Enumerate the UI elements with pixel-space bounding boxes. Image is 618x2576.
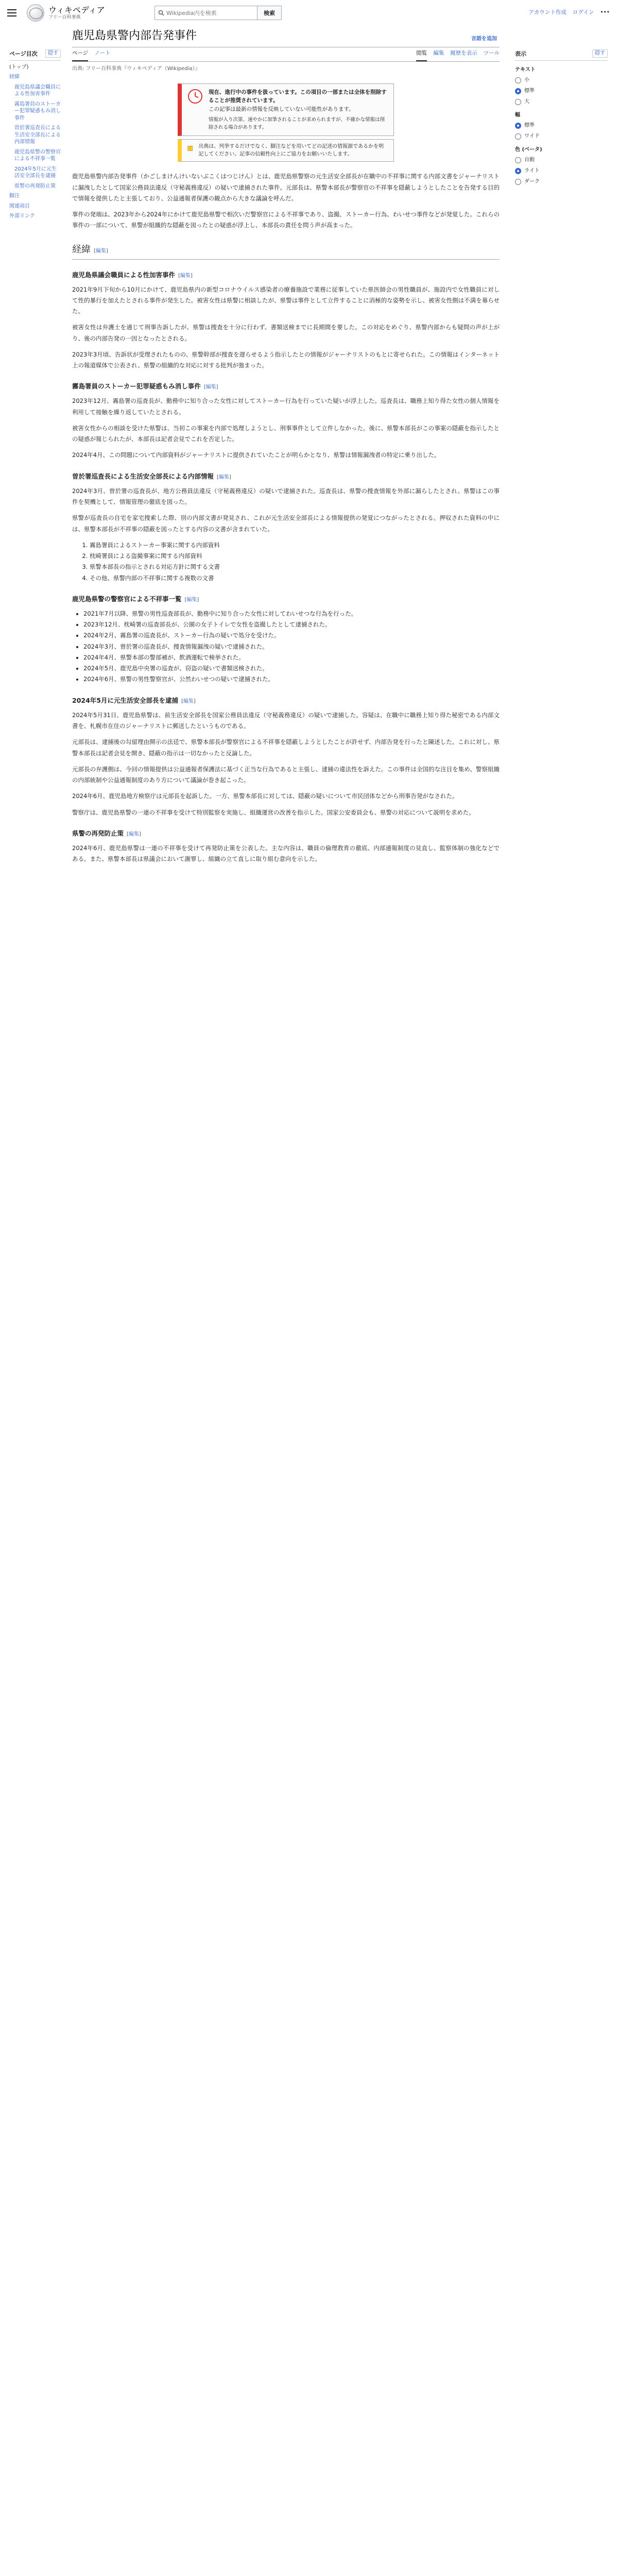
section-paragraph: 2024年6月、鹿児島地方検察庁は元部長を起訴した。一方、県警本部長に対しては、隠蔽の疑いについて市民団体などから刑事告発がなされた。 [72,792,458,800]
section-heading [72,243,500,260]
section-paragraph: 2024年3月、曽於署の巡査長が、地方公務員法違反（守秘義務違反）の疑いで逮捕された。巡査長は、県警の捜査情報を外部に漏らしたとされ、県警はこの事件を契機として、情報管理の徹底を図った。 [72,487,500,505]
section-title: 経緯 [72,244,91,255]
toc-item[interactable]: 経緯 [9,74,20,80]
section-heading [72,696,500,706]
section-heading [72,594,500,604]
list-item: • 2024年2月、霧島署の巡査長が、ストーカー行為の疑いで処分を受けた。 [83,630,500,641]
edit-label[interactable]: 編集 [218,474,229,480]
toc-item[interactable]: 霧島署員のストーカー犯罪疑惑もみ消し事件 [14,101,61,121]
list-item: • 2024年5月、鹿児島中央署の巡査が、窃盗の疑いで書類送検された。 [83,663,500,674]
width-label: 幅 [515,112,520,118]
width-option[interactable] [515,132,608,141]
section-paragraph: 元部長は、逮捕後の勾留理由開示の法廷で、県警本部長が警察官による不祥事を隠蔽しようとしたことが許せず、内部告発を行ったと陳述した。これに対し、県警本部長は記者会見を開き、隠蔽の指示は一切なかったと反論した。 [72,738,500,757]
page-title: 鹿児島県警内部告発事件 [72,29,197,42]
radio-label: 小 [524,77,529,83]
section-heading [72,471,500,482]
toc-item[interactable]: 鹿児島県警の警察官による不祥事一覧 [14,149,61,162]
color-option[interactable] [515,178,608,186]
toc-item[interactable]: 関連項目 [9,203,30,209]
toc-list [9,64,61,220]
section-edit-link[interactable]: [編集] [217,474,231,480]
list-item: • 2021年7月以降、県警の男性巡査部長が、勤務中に知り合った女性に対してわいせつな行為を行った。 [83,608,500,619]
section-paragraph: 県警が巡査長の自宅を家宅捜索した際、別の内部文書が発見され、これが元生活安全部長による情報提供の発覚につながったとされる。押収された資料の中には、県警本部長が不祥事の隠蔽を図ったとする内容の文書が含まれていた。 [72,514,500,533]
radio-label: 標準 [524,122,535,128]
section-edit-link[interactable]: [編集] [203,384,218,391]
section-edit-link[interactable]: [編集] [184,597,199,603]
radio-label: 自動 [524,157,535,163]
toc-item[interactable]: 脚注 [9,193,20,199]
radio-button[interactable] [515,157,521,163]
text-size-option[interactable] [515,76,608,84]
tab-edit[interactable]: 編集 [433,50,444,57]
section-title: 曽於署巡査長による生活安全部長による内部情報 [72,472,214,480]
text-size-option[interactable] [515,87,608,95]
radio-button[interactable] [515,133,521,140]
radio-button[interactable] [515,123,521,129]
section-paragraph: 2023年12月、霧島署の巡査長が、勤務中に知り合った女性に対してストーカー行為を行っていた疑いが浮上した。巡査長は、職務上知り得た女性の個人情報を利用して接触を繰り返していたとされる。 [72,397,500,416]
toc-item[interactable]: 県警の再発防止策 [14,183,56,189]
current-event-notice [178,83,394,136]
radio-label: 標準 [524,88,535,94]
width-option[interactable] [515,122,608,130]
radio-button[interactable] [515,179,521,185]
tab-tools[interactable]: ツール [483,50,500,57]
tab-page[interactable]: ページ [72,49,88,61]
list-item: 2. 枕崎署員による盗撮事案に関する内部資料 [90,551,500,562]
radio-label: 大 [524,98,529,105]
edit-label[interactable]: 編集 [95,248,106,254]
section-paragraph: 2023年3月頃、告訴状が受理されたものの、県警幹部が捜査を遅らせるよう指示したとの情報がジャーナリストのもとに寄せられた。この情報はインターネット上の報道媒体で公表され、県警の組織的な対応に対する批判が強まった。 [72,350,500,369]
page-tabs [72,47,500,62]
search-form [154,6,282,20]
toc-hide-button[interactable]: 隠す [45,49,61,58]
section-title: 鹿児島県警の警察官による不祥事一覧 [72,595,182,603]
edit-label[interactable]: 編集 [180,273,191,279]
section-paragraph: 被害女性は弁護士を通じて刑事告訴したが、県警は捜査を十分に行わず、書類送検までに長期間を要した。この対応をめぐり、県警内部からも疑問の声が上がり、後の内部告発の一因となったとされる。 [72,324,500,342]
radio-button[interactable] [515,99,521,105]
radio-label: ダーク [524,178,540,184]
site-logo[interactable] [27,4,105,22]
numbered-list [72,540,500,584]
citation-notice-text: 出典は、列挙するだけでなく、脚注などを用いてどの記述の情報源であるかを明記してください。記事の信頼性向上にご協力をお願いいたします。 [198,144,384,158]
notice-line1: 現在、進行中の事件を扱っています。この項目の一部または全体を削除することが推奨されています。 [209,89,387,104]
toc-item[interactable]: 2024年5月に元生活安全部長を逮捕 [14,166,57,179]
toc-sidebar [9,49,61,223]
toc-item[interactable]: (トップ) [9,64,29,70]
section-paragraph: 元部長の弁護側は、今回の情報提供は公益通報者保護法に基づく正当な行為であると主張し、逮捕の違法性を訴えた。この事件は全国的な注目を集め、警察組織の内部統制や公益通報制度のあり方について議論が巻き起こった。 [72,765,500,784]
search-box [154,6,258,20]
section-paragraph: 被害女性からの相談を受けた県警は、当初この事案を内部で処理しようとし、刑事事件として立件しなかった。後に、県警本部長がこの事案の隠蔽を指示したとの疑惑が報じられたが、本部長は記者会見でこれを否定した。 [72,424,500,443]
notice-small: 情報が入り次第、速やかに加筆されることが求められますが、不確かな情報は削除される場合があります。 [209,116,385,130]
radio-button[interactable] [515,88,521,94]
section-paragraph: 2021年9月下旬から10月にかけて、鹿児島県内の新型コロナウイルス感染者の療養施設で業務に従事していた県医師会の男性職員が、施設内で女性職員に対して性的暴行を加えたとされる事件が発生した。被害女性は県警に相談したが、県警は事件として立件することに消極的な姿勢を示し、被害女性側は不満を募らせた。 [72,285,500,315]
radio-button[interactable] [515,168,521,174]
create-account-link[interactable]: アカウント作成 [528,9,566,15]
page-source-note: 出典: フリー百科事典『ウィキペディア（Wikipedia）』 [72,66,200,72]
login-link[interactable]: ログイン [572,9,594,15]
intro-paragraph: 鹿児島県警内部告発事件（かごしまけんけいないぶこくはつじけん）とは、鹿児島県警察の元生活安全部長が在職中の不祥事に関する内部文書をジャーナリストに漏洩したとして国家公務員法違反（守秘義務違反）の疑いで逮捕された事件。元部長は、県警本部長が警察官の不祥事を隠蔽しようとしたことを告発する目的で情報を提供したと主張しており、公益通報者保護の観点から大きな議論を呼んだ。 [72,173,500,202]
toc-heading: ページ目次 [9,50,38,57]
edit-label[interactable]: 編集 [205,384,216,391]
list-item: • 2023年12月、枕崎署の巡査部長が、公園の女子トイレで女性を盗撮したとして逮捕された。 [83,619,500,630]
list-item: • 2024年3月、曽於署の巡査長が、捜査情報漏洩の疑いで逮捕された。 [83,641,500,652]
section-paragraph: 2024年5月31日、鹿児島県警は、前生活安全部長を国家公務員法違反（守秘義務違反）の疑いで逮捕した。容疑は、在職中に職務上知り得た秘密である内部文書を、札幌市在住のジャーナリストに郵送したというものである。 [72,711,500,730]
section-title: 県警の再発防止策 [72,829,124,837]
add-language-button[interactable]: 言語を追加 [471,36,497,42]
search-input[interactable] [166,10,254,16]
site-title: ウィキペディア [48,5,105,15]
section-heading [72,381,500,392]
list-item: 4. その他、県警内部の不祥事に関する複数の文書 [90,573,500,584]
site-tagline: フリー百科事典 [48,15,81,21]
main-menu-button[interactable] [7,6,22,20]
section-title: 2024年5月に元生活安全部長を逮捕 [72,696,178,704]
article-sections [72,243,500,865]
notice-line2: この記事は最新の情報を反映していない可能性があります。 [209,106,354,112]
section-edit-link[interactable]: [編集] [178,273,193,279]
section-edit-link[interactable]: [編集] [94,248,108,254]
tab-history[interactable]: 履歴を表示 [450,50,477,57]
text-size-option[interactable] [515,98,608,106]
section-title: 鹿児島県議会職員による性加害事件 [72,270,176,279]
toc-item[interactable]: 外部リンク [9,213,35,219]
tab-read[interactable]: 閲覧 [416,49,427,61]
main-content [72,26,500,870]
wikipedia-globe-icon [27,4,44,22]
radio-label: ワイド [524,133,540,139]
user-links [529,8,610,17]
list-item: • 2024年6月、県警の男性警察官が、公然わいせつの疑いで逮捕された。 [83,674,500,685]
section-paragraph: 2024年6月、鹿児島県警は一連の不祥事を受けて再発防止策を公表した。主な内容は、職員の倫理教育の徹底、内部通報制度の見直し、監察体制の強化などである。また、県警本部長は県議会において謝罪し、組織の立て直しに取り組む意向を示した。 [72,844,500,863]
more-options-icon[interactable]: ••• [600,9,610,15]
list-item: 1. 霧島署員によるストーカー事案に関する内部資料 [90,540,500,551]
search-icon [158,10,164,16]
section-paragraph: 警察庁は、鹿児島県警の一連の不祥事を受けて特別監察を実施し、組織運営の改善を指示した。国家公安委員会も、県警の対応について説明を求めた。 [72,808,475,816]
section-title: 霧島署員のストーカー犯罪疑惑もみ消し事件 [72,382,201,391]
section-paragraph: 2024年4月、この問題について内部資料がジャーナリストに提供されていたことが明らかとなり、県警は情報漏洩者の特定に乗り出した。 [72,451,440,459]
appearance-heading: 表示 [515,50,526,57]
section-edit-link[interactable]: [編集] [127,831,141,837]
tab-talk[interactable]: ノート [94,50,111,57]
list-item: 3. 県警本部長の指示とされる対応方針に関する文書 [90,562,500,572]
toc-item[interactable]: 曽於署巡査長による生活安全部長による内部情報 [14,125,61,145]
site-header [0,0,618,26]
color-label: 色 (ベータ) [515,146,542,152]
edit-label[interactable]: 編集 [186,597,197,603]
appearance-panel [515,49,608,189]
section-heading [72,270,500,280]
section-heading [72,828,500,839]
toc-item[interactable]: 鹿児島県議会職員による性加害事件 [14,84,61,97]
clock-icon [187,88,203,105]
edit-label[interactable]: 編集 [183,698,194,704]
color-option[interactable] [515,156,608,164]
appearance-hide-button[interactable]: 隠す [592,49,608,58]
section-edit-link[interactable]: [編集] [181,698,196,704]
book-icon [187,143,193,154]
citation-notice [178,139,394,162]
edit-label[interactable]: 編集 [128,831,139,837]
color-option[interactable] [515,167,608,175]
text-size-label: テキスト [515,66,536,73]
bullet-list [72,608,500,685]
search-button[interactable]: 検索 [258,6,282,20]
radio-label: ライト [524,167,540,174]
radio-button[interactable] [515,77,521,83]
list-item: • 2024年4月、県警本部の警部補が、飲酒運転で検挙された。 [83,652,500,663]
intro-paragraph: 事件の発端は、2023年から2024年にかけて鹿児島県警で相次いだ警察官による不祥事であり、盗撮、ストーカー行為、わいせつ事件などが発覚した。これらの事件の一部について、県警が組織的な隠蔽を図ったとの疑惑が浮上し、本部長の責任を問う声が高まった。 [72,211,500,229]
